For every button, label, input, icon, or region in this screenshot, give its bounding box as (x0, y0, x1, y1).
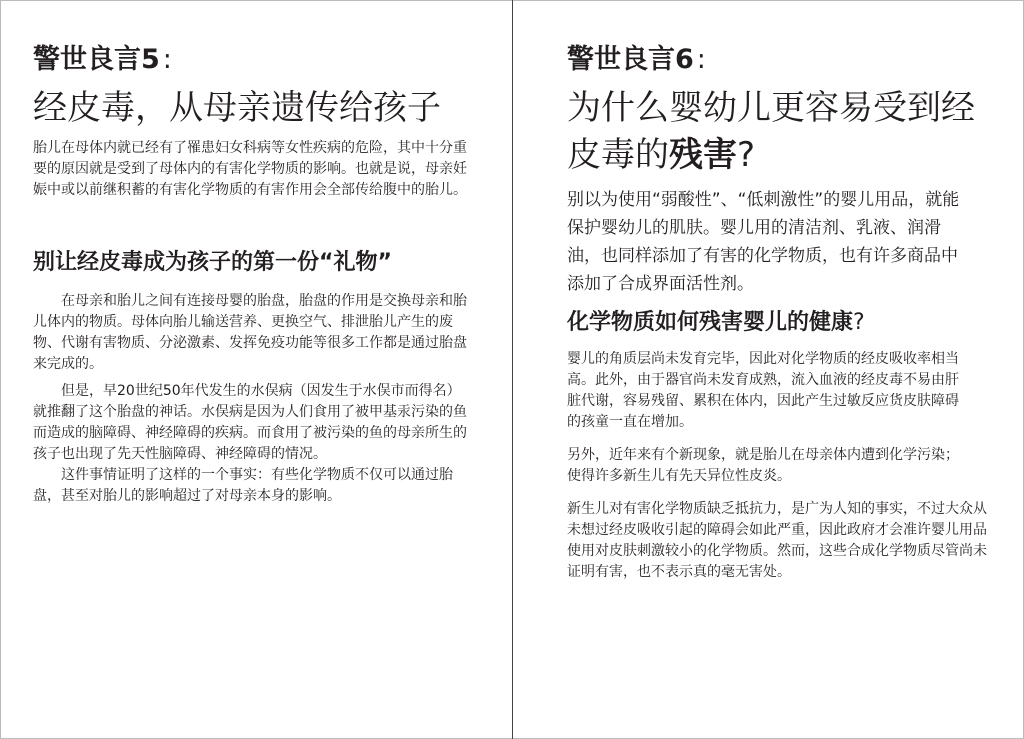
left-kicker-colon: : (162, 44, 172, 75)
left-lead-paragraph: 胎儿在母体内就已经有了罹患妇女科病等女性疾病的危险，其中十分重要的原因就是受到了母体内的有害化学物质的影响。也就是说，母亲妊娠中或以前继积蓄的有害化学物质的有害作用会全部传给腹中的胎儿。 (33, 140, 467, 198)
left-kicker-text: 警世良言5 (33, 44, 160, 75)
left-paragraph-1: 在母亲和胎儿之间有连接母婴的胎盘，胎盘的作用是交换母亲和胎儿体内的物质。母体向胎儿输送营养、更换空气、排泄胎儿产生的废物、代谢有害物质、分泌激素、发挥免疫功能等很多工作都是通过胎盘来完成的。 (33, 293, 467, 372)
right-subhead (567, 308, 865, 338)
right-kicker-text: 警世良言6 (567, 44, 694, 75)
right-headline-main: 为什么婴幼儿更容易受到经皮毒的 (567, 88, 975, 175)
left-kicker (33, 44, 172, 76)
left-paragraph-2: 但是，早20世纪50年代发生的水俣病（因发生于水俣市而得名）就推翻了这个胎盘的神话。水俣病是因为人们食用了被甲基汞污染的鱼而造成的脑障碍、神经障碍的疾病。而食用了被污染的鱼的母亲所生的孩子也出现了先天性脑障碍、神经障碍的情况。 (33, 383, 467, 462)
right-subhead-text: 化学物质如何残害婴儿的健康 (567, 310, 854, 335)
right-kicker (567, 44, 706, 76)
right-headline-question: ? (737, 135, 756, 175)
left-paragraph-3: 这件事情证明了这样的一个事实：有些化学物质不仅可以通过胎盘，甚至对胎儿的影响超过了对母亲本身的影响。 (33, 467, 453, 504)
right-lead-paragraph: 别以为使用“弱酸性”、“低刺激性”的婴儿用品，就能保护婴幼儿的肌肤。婴儿用的清洁剂、乳液、润滑油，也同样添加了有害的化学物质，也有许多商品中添加了合成界面活性剂。 (567, 190, 960, 294)
right-paragraph-1: 婴儿的角质层尚未发育完毕，因此对化学物质的经皮吸收率相当高。此外，由于器官尚未发育成熟，流入血液的经皮毒不易由肝脏代谢，容易残留、累积在体内，因此产生过敏反应货皮肤障碍的孩童一直在增加。 (567, 351, 959, 430)
right-headline-emphasis: 残害 (669, 135, 737, 175)
right-subhead-question: ? (853, 310, 865, 335)
left-headline: 经皮毒，从母亲遗传给孩子 (33, 88, 441, 128)
right-paragraph-3: 新生儿对有害化学物质缺乏抵抗力，是广为人知的事实，不过大众从未想过经皮吸收引起的障碍会如此严重，因此政府才会准许婴儿用品使用对皮肤刺激较小的化学物质。然而，这些合成化学物质尽管尚未证明有害，也不表示真的毫无害处。 (567, 501, 987, 580)
left-subhead: 别让经皮毒成为孩子的第一份“礼物” (33, 250, 392, 275)
right-paragraph-2: 另外，近年来有个新现象，就是胎儿在母亲体内遭到化学污染；使得许多新生儿有先天异位性皮炎。 (567, 447, 959, 484)
right-headline (567, 85, 987, 179)
right-kicker-colon: : (696, 44, 706, 75)
right-page (513, 0, 1024, 739)
left-article (33, 291, 474, 507)
